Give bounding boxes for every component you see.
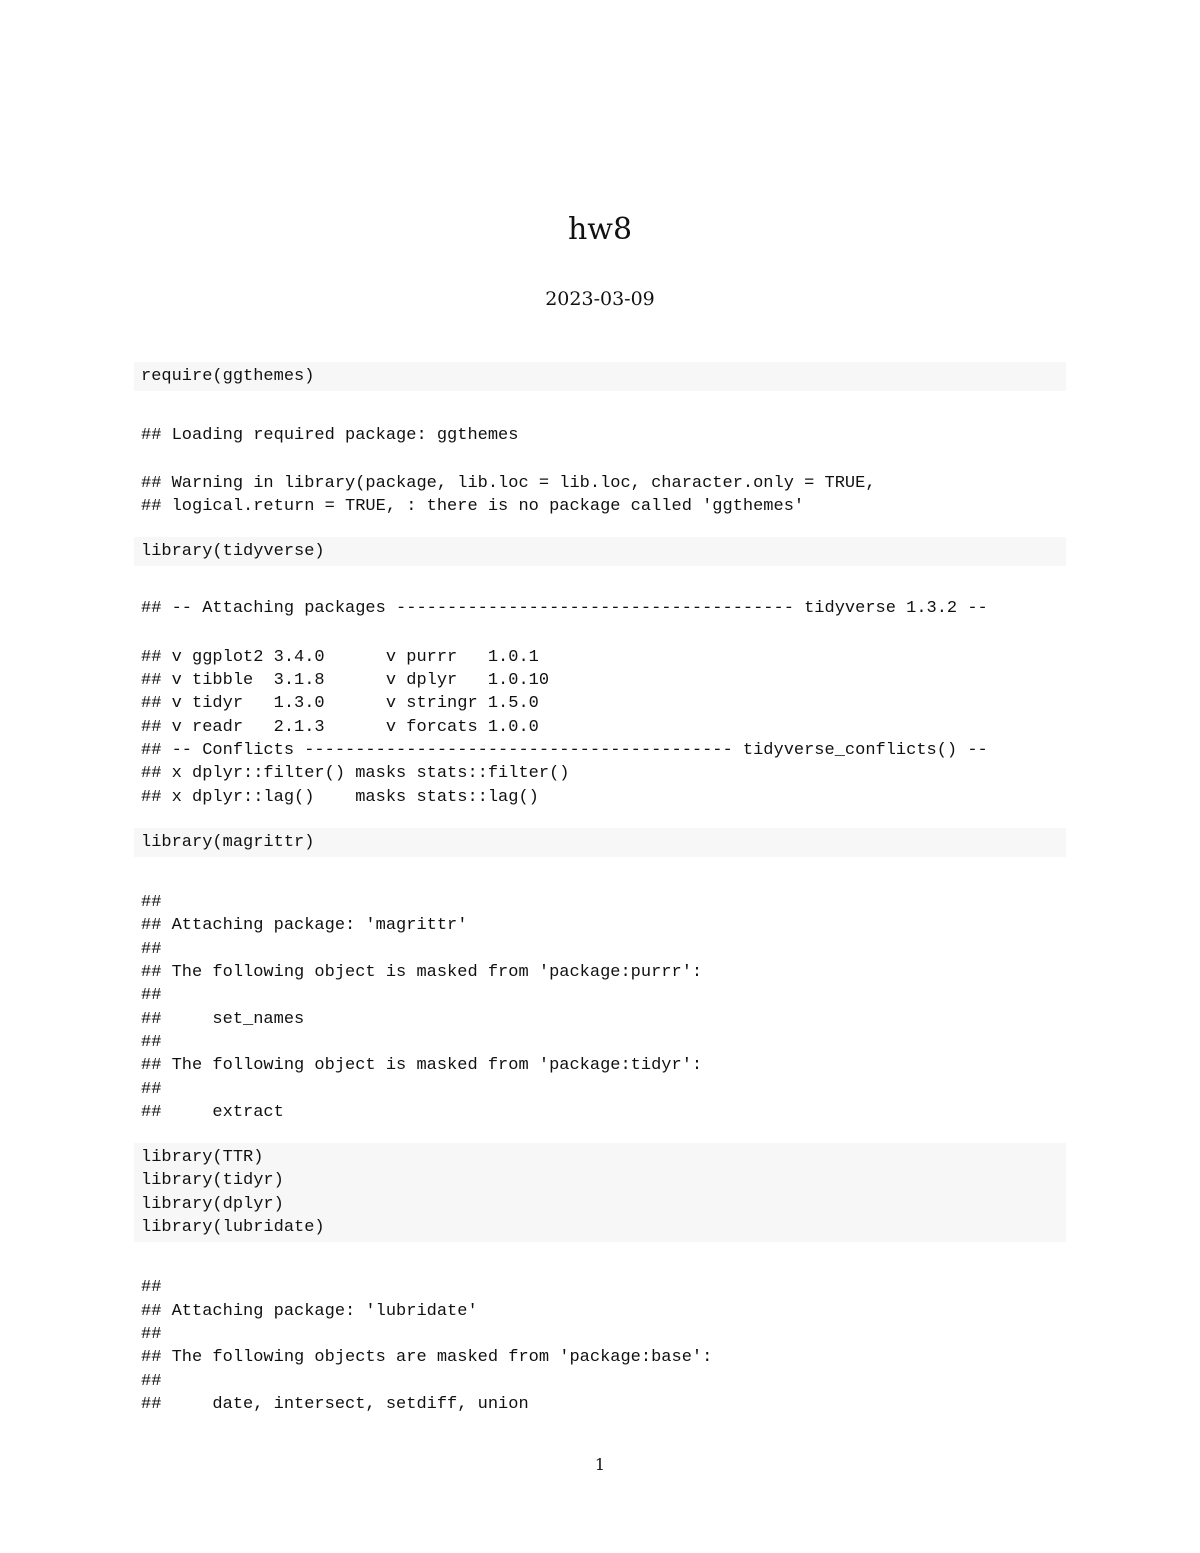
output-lubridate-masks: ## ## Attaching package: 'lubridate' ## ## The following objects are masked from 'package:base': ## ## date, intersect, setdiff, union [141, 1278, 713, 1414]
output-magrittr-masks: ## ## Attaching package: 'magrittr' ## ## The following object is masked from 'package:purrr': ## ## set_names ## ## The following object is masked from 'package:tidyr': ## ## extract [141, 893, 703, 1122]
document-date: 2023-03-09 [545, 288, 655, 310]
output-loading-ggthemes: ## Loading required package: ggthemes [141, 426, 519, 446]
code-chunk-library-magrittr: library(magrittr) [134, 828, 1066, 857]
document-title: hw8 [567, 212, 633, 247]
document-body [134, 362, 1066, 1416]
code-chunk-library-tidyverse: library(tidyverse) [134, 537, 1066, 566]
code-chunk-require-ggthemes: require(ggthemes) [134, 362, 1066, 391]
code-chunk-library-ttr-lubridate: library(TTR) library(tidyr) library(dplyr) library(lubridate) [134, 1143, 1066, 1242]
page-number: 1 [594, 1455, 606, 1474]
output-warning-ggthemes: ## Warning in library(package, lib.loc = lib.loc, character.only = TRUE, ## logical.return = TRUE, : there is no package called 'ggthemes' [141, 473, 876, 516]
output-attaching-packages: ## -- Attaching packages --------------------------------------- tidyverse 1.3.2 -- [141, 599, 988, 619]
output-tidyverse-packages: ## v ggplot2 3.4.0 v purrr 1.0.1 ## v tibble 3.1.8 v dplyr 1.0.10 ## v tidyr 1.3.0 v stringr 1.5.0 ## v readr 2.1.3 v forcats 1.0.0 ## -- Conflicts ------------------------------------------ tidyverse_conflicts() -- ## x dplyr::filter() masks stats::filter() ## x dplyr::lag() masks stats::lag() [141, 647, 988, 807]
